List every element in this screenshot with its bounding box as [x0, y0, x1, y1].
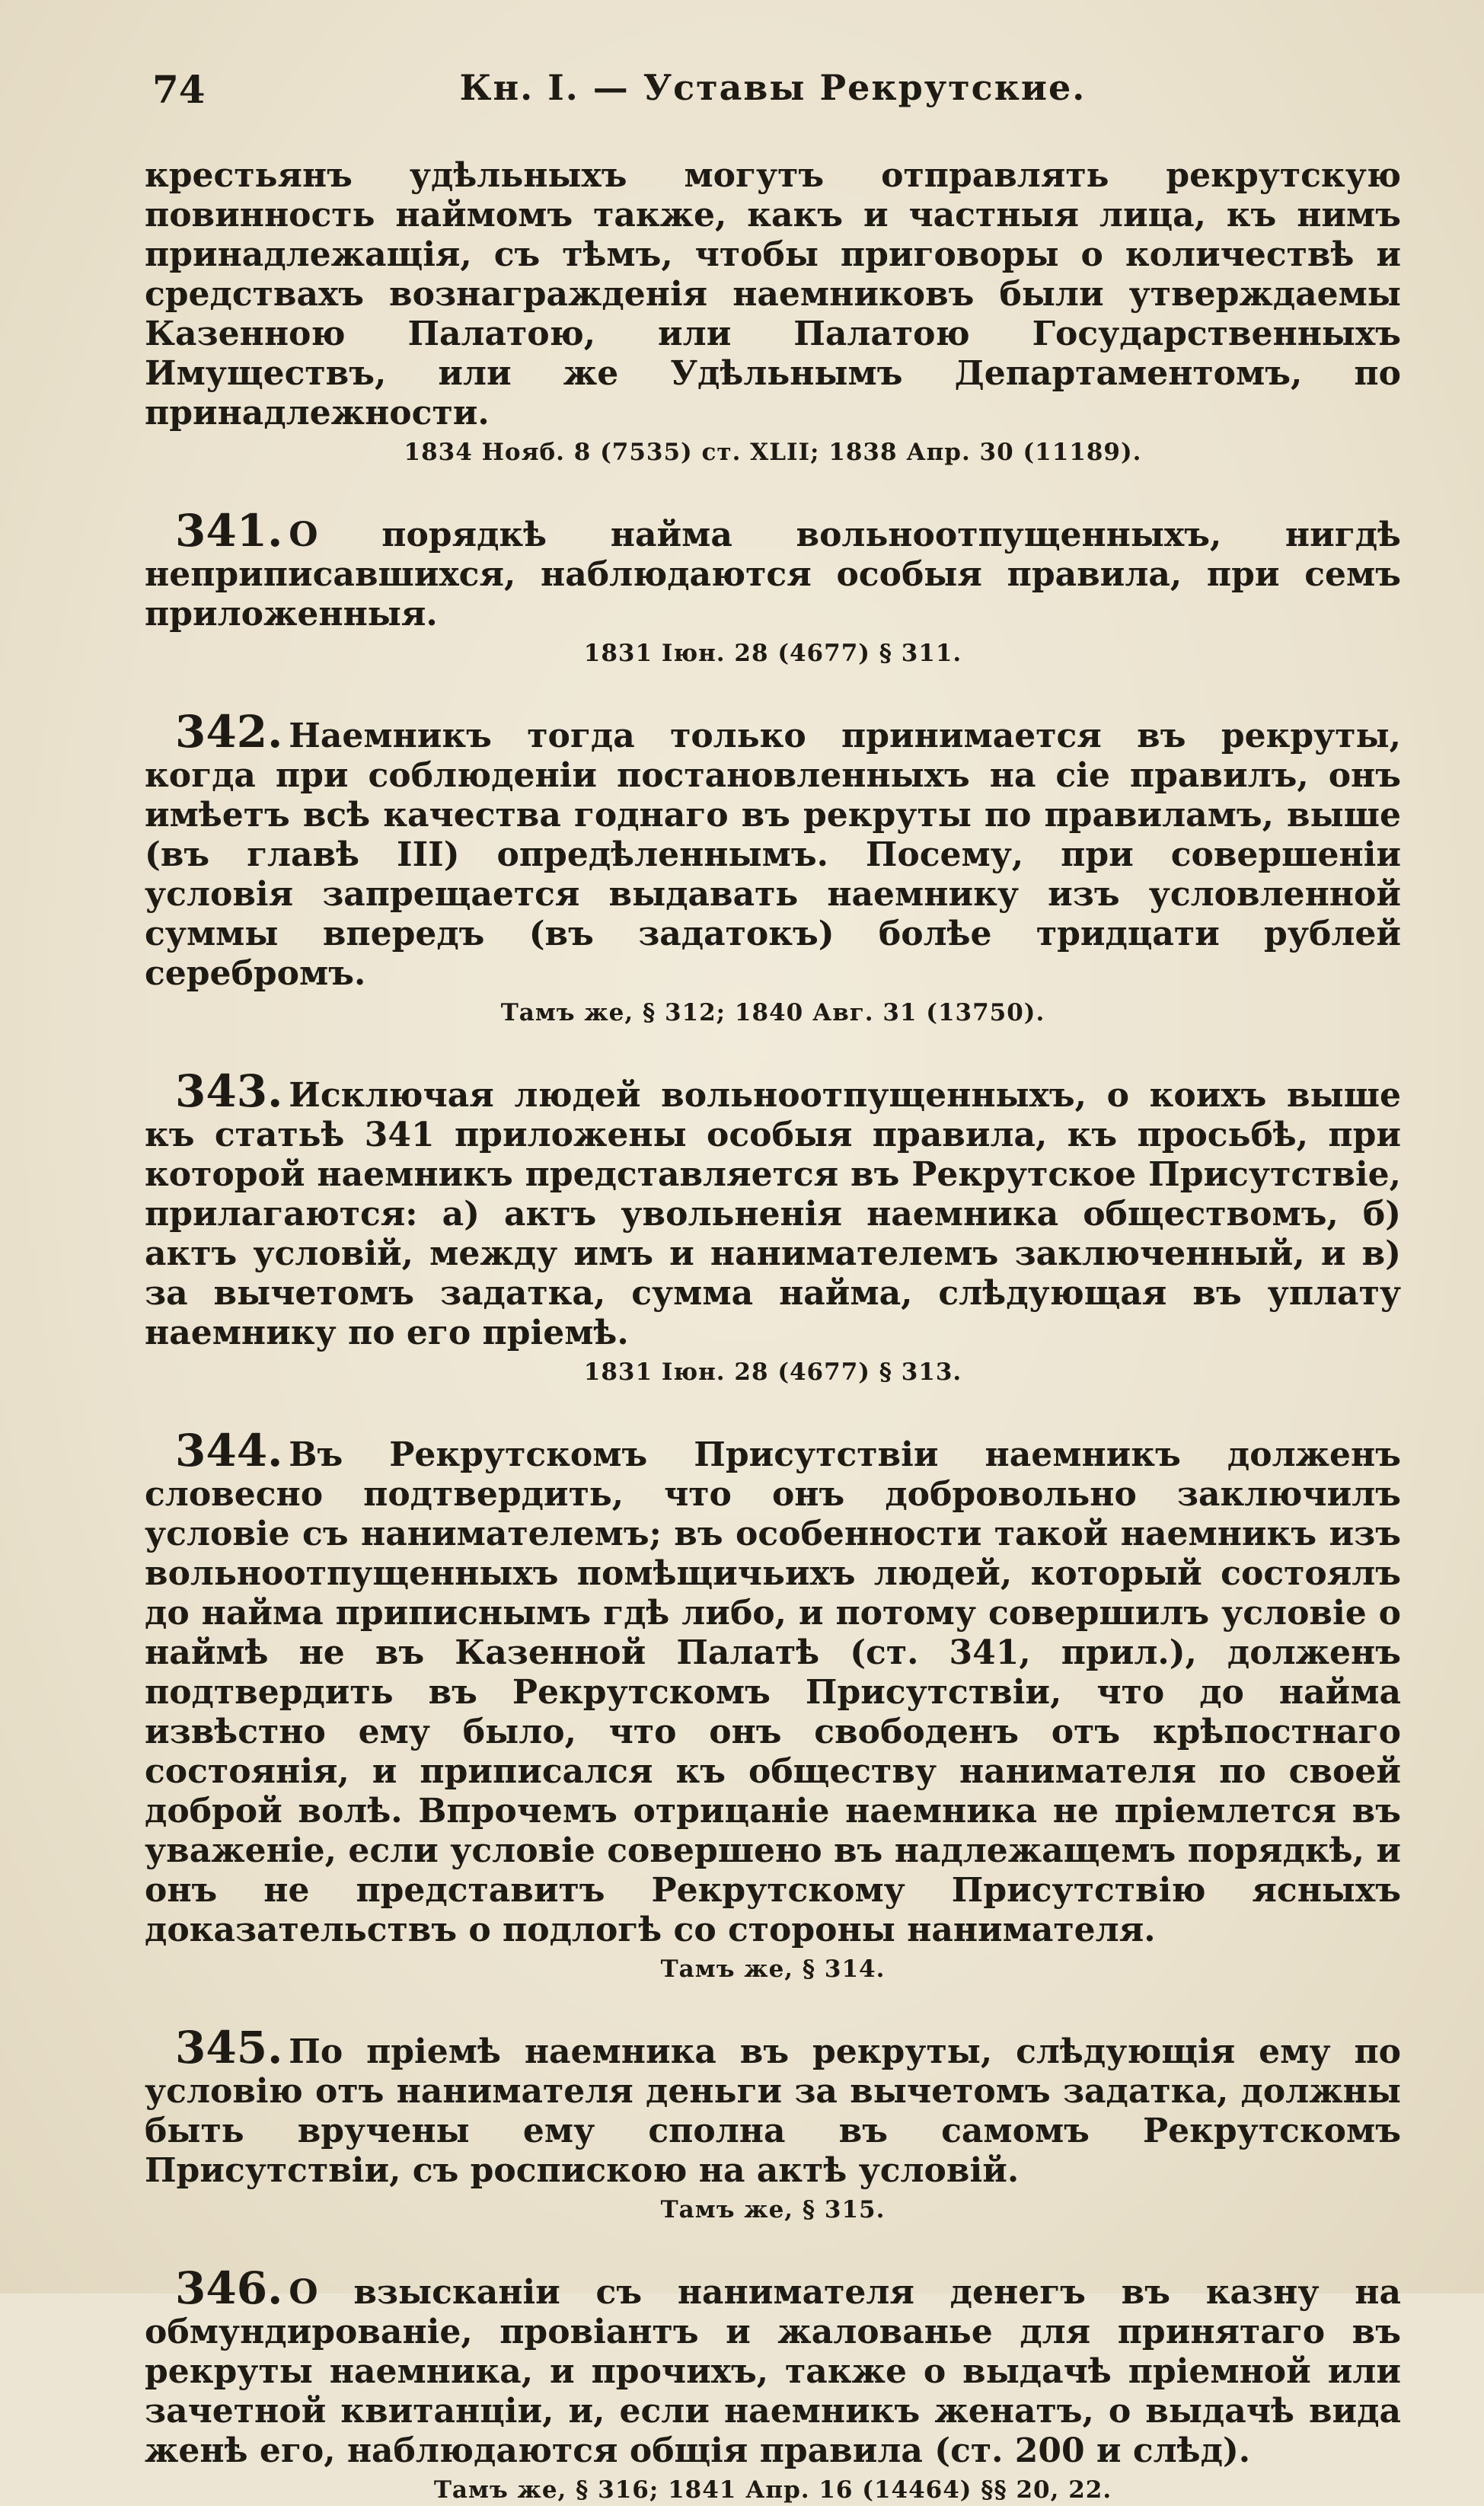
article-text: Наемникъ тогда только принимается въ рекруты, когда при соблюденіи постановленныхъ на сіе правилъ, онъ имѣетъ всѣ качества годнаго въ рекруты по правиламъ, выше (въ главѣ III) опредѣленнымъ. Посему, при совершеніи условія запрещается выдавать наемнику изъ условленной суммы впередъ (въ задатокъ) болѣе тридцати рублей серебромъ.: [145, 717, 1401, 993]
article-source-citation: Тамъ же, § 316; 1841 Апр. 16 (14464) §§ 20, 22.: [433, 2476, 1112, 2504]
article-346: [145, 2262, 1401, 2506]
intro-paragraph: крестьянъ удѣльныхъ могутъ отправлять рекрутскую повинность наймомъ также, какъ и частныя лица, къ нимъ принадлежащія, съ тѣмъ, чтобы приговоры о количествѣ и средствахъ вознагражденія наемниковъ были утверждаемы Казенною Палатою, или Палатою Государственныхъ Имуществъ, или же Удѣльнымъ Департаментомъ, по принадлежности.: [145, 156, 1401, 433]
article-342: [145, 706, 1401, 1029]
page-number: 74: [152, 67, 206, 112]
article-source-citation: Тамъ же, § 314.: [660, 1955, 886, 1983]
article-paragraph: [145, 706, 1401, 994]
article-343: [145, 1065, 1401, 1388]
article-paragraph: [145, 2262, 1401, 2471]
page-body: [145, 156, 1401, 2506]
article-paragraph: [145, 1065, 1401, 1353]
intro-source-citation: 1834 Нояб. 8 (7535) ст. XLII; 1838 Апр. 30 (11189).: [404, 439, 1142, 466]
article-344: [145, 1425, 1401, 1985]
article-number: 346.: [175, 2262, 283, 2314]
article-number: 344.: [175, 1425, 283, 1476]
article-text: О порядкѣ найма вольноотпущенныхъ, нигдѣ неприписавшихся, наблюдаются особыя правила, при семъ приложенныя.: [145, 516, 1401, 634]
article-text: Въ Рекрутскомъ Присутствіи наемникъ долженъ словесно подтвердить, что онъ добровольно заключилъ условіе съ нанимателемъ; въ особенности такой наемникъ изъ вольноотпущенныхъ помѣщичьихъ людей, который состоялъ до найма приписнымъ гдѣ либо, и потому совершилъ условіе о наймѣ не въ Казенной Палатѣ (ст. 341, прил.), долженъ подтвердить въ Рекрутскомъ Присутствіи, что до найма извѣстно ему было, что онъ свободенъ отъ крѣпостнаго состоянія, и приписался къ обществу нанимателя по своей доброй волѣ. Впрочемъ отрицаніе наемника не пріемлется въ уваженіе, если условіе совершено въ надлежащемъ порядкѣ, и онъ не представитъ Рекрутскому Присутствію ясныхъ доказательствъ о подлогѣ со стороны нанимателя.: [145, 1435, 1401, 1949]
article-341: [145, 505, 1401, 669]
article-paragraph: [145, 1425, 1401, 1950]
article-source-citation: 1831 Іюн. 28 (4677) § 313.: [583, 1358, 962, 1386]
intro-block: [145, 156, 1401, 468]
page-header: [145, 67, 1401, 120]
article-paragraph: [145, 2022, 1401, 2191]
article-text: Исключая людей вольноотпущенныхъ, о коихъ выше къ статьѣ 341 приложены особыя правила, къ просьбѣ, при которой наемникъ представляется въ Рекрутское Присутствіе, прилагаются: а) актъ увольненія наемника обществомъ, б) актъ условій, между имъ и нанимателемъ заключенный, и в) за вычетомъ задатка, сумма найма, слѣдующая въ уплату наемнику по его пріемѣ.: [145, 1076, 1401, 1352]
article-number: 343.: [175, 1065, 283, 1117]
article-source-citation: 1831 Іюн. 28 (4677) § 311.: [583, 640, 962, 667]
article-345: [145, 2022, 1401, 2226]
article-text: О взысканіи съ нанимателя денегъ въ казну на обмундированіе, провіантъ и жалованье для принятаго въ рекруты наемника, и прочихъ, также о выдачѣ пріемной или зачетной квитанціи, и, если наемникъ женатъ, о выдачѣ вида женѣ его, наблюдаются общія правила (ст. 200 и слѣд).: [145, 2273, 1401, 2470]
article-paragraph: [145, 505, 1401, 634]
article-source-citation: Тамъ же, § 312; 1840 Авг. 31 (13750).: [500, 999, 1045, 1026]
running-title: Кн. I. — Уставы Рекрутские.: [459, 67, 1087, 108]
article-text: По пріемѣ наемника въ рекруты, слѣдующія ему по условію отъ нанимателя деньги за вычетомъ задатка, должны быть вручены ему сполна въ самомъ Рекрутскомъ Присутствіи, съ роспискою на актѣ условій.: [145, 2032, 1401, 2190]
article-number: 345.: [175, 2022, 283, 2073]
article-source-citation: Тамъ же, § 315.: [660, 2196, 886, 2223]
article-number: 341.: [175, 505, 283, 557]
article-number: 342.: [175, 706, 283, 758]
